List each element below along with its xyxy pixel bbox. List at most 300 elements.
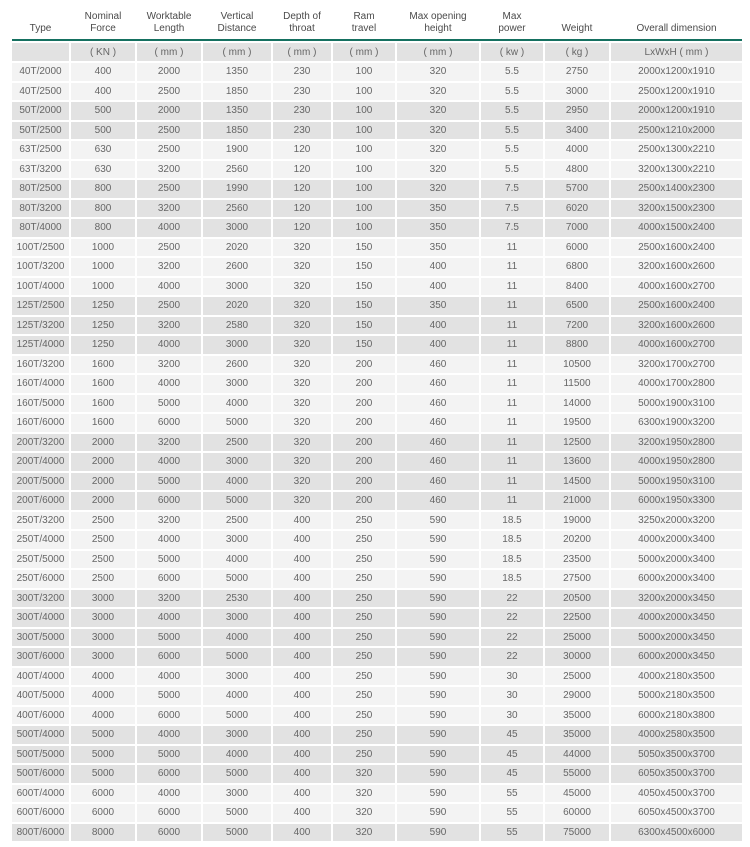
cell-max-opening-height: 320 bbox=[397, 102, 479, 120]
cell-ram-travel: 100 bbox=[333, 141, 395, 159]
cell-ram-travel: 150 bbox=[333, 278, 395, 296]
cell-worktable-length: 2500 bbox=[137, 141, 201, 159]
cell-weight: 6020 bbox=[545, 200, 609, 218]
cell-type: 400T/6000 bbox=[12, 707, 69, 725]
cell-ram-travel: 200 bbox=[333, 434, 395, 452]
column-header-ram-travel: Ram travel bbox=[333, 5, 395, 37]
cell-worktable-length: 5000 bbox=[137, 551, 201, 569]
cell-worktable-length: 6000 bbox=[137, 492, 201, 510]
cell-nominal-force: 1600 bbox=[71, 375, 135, 393]
cell-worktable-length: 6000 bbox=[137, 707, 201, 725]
cell-depth-of-throat: 120 bbox=[273, 161, 331, 179]
cell-vertical-distance: 5000 bbox=[203, 707, 271, 725]
cell-max-opening-height: 590 bbox=[397, 707, 479, 725]
cell-worktable-length: 3200 bbox=[137, 356, 201, 374]
cell-ram-travel: 250 bbox=[333, 746, 395, 764]
cell-nominal-force: 2500 bbox=[71, 512, 135, 530]
cell-vertical-distance: 2600 bbox=[203, 356, 271, 374]
cell-type: 160T/5000 bbox=[12, 395, 69, 413]
cell-max-opening-height: 460 bbox=[397, 395, 479, 413]
cell-weight: 75000 bbox=[545, 824, 609, 842]
cell-ram-travel: 150 bbox=[333, 317, 395, 335]
cell-weight: 35000 bbox=[545, 726, 609, 744]
cell-overall-dimension: 4000x1950x2800 bbox=[611, 453, 742, 471]
cell-ram-travel: 200 bbox=[333, 395, 395, 413]
cell-vertical-distance: 3000 bbox=[203, 336, 271, 354]
cell-type: 500T/5000 bbox=[12, 746, 69, 764]
cell-max-power: 5.5 bbox=[481, 83, 543, 101]
cell-vertical-distance: 2500 bbox=[203, 434, 271, 452]
cell-overall-dimension: 5000x1900x3100 bbox=[611, 395, 742, 413]
cell-ram-travel: 250 bbox=[333, 726, 395, 744]
cell-max-opening-height: 590 bbox=[397, 746, 479, 764]
cell-vertical-distance: 2530 bbox=[203, 590, 271, 608]
cell-vertical-distance: 5000 bbox=[203, 570, 271, 588]
cell-max-opening-height: 460 bbox=[397, 356, 479, 374]
cell-depth-of-throat: 400 bbox=[273, 570, 331, 588]
cell-ram-travel: 100 bbox=[333, 102, 395, 120]
cell-worktable-length: 4000 bbox=[137, 336, 201, 354]
cell-vertical-distance: 2560 bbox=[203, 161, 271, 179]
cell-type: 63T/3200 bbox=[12, 161, 69, 179]
cell-max-power: 55 bbox=[481, 804, 543, 822]
cell-depth-of-throat: 230 bbox=[273, 63, 331, 81]
cell-max-opening-height: 590 bbox=[397, 590, 479, 608]
cell-vertical-distance: 4000 bbox=[203, 551, 271, 569]
cell-max-power: 7.5 bbox=[481, 219, 543, 237]
cell-overall-dimension: 6000x2000x3400 bbox=[611, 570, 742, 588]
cell-nominal-force: 6000 bbox=[71, 804, 135, 822]
cell-max-opening-height: 320 bbox=[397, 141, 479, 159]
cell-nominal-force: 2000 bbox=[71, 434, 135, 452]
cell-overall-dimension: 3250x2000x3200 bbox=[611, 512, 742, 530]
cell-max-opening-height: 320 bbox=[397, 122, 479, 140]
cell-vertical-distance: 2500 bbox=[203, 512, 271, 530]
cell-depth-of-throat: 400 bbox=[273, 687, 331, 705]
cell-max-power: 11 bbox=[481, 336, 543, 354]
cell-nominal-force: 5000 bbox=[71, 746, 135, 764]
cell-max-power: 5.5 bbox=[481, 63, 543, 81]
cell-worktable-length: 2500 bbox=[137, 180, 201, 198]
cell-depth-of-throat: 320 bbox=[273, 317, 331, 335]
cell-max-opening-height: 590 bbox=[397, 648, 479, 666]
cell-weight: 8800 bbox=[545, 336, 609, 354]
cell-max-power: 18.5 bbox=[481, 570, 543, 588]
cell-depth-of-throat: 400 bbox=[273, 512, 331, 530]
cell-ram-travel: 100 bbox=[333, 63, 395, 81]
cell-nominal-force: 500 bbox=[71, 102, 135, 120]
cell-type: 125T/3200 bbox=[12, 317, 69, 335]
cell-max-power: 11 bbox=[481, 453, 543, 471]
cell-max-power: 45 bbox=[481, 746, 543, 764]
cell-nominal-force: 800 bbox=[71, 219, 135, 237]
cell-ram-travel: 100 bbox=[333, 161, 395, 179]
cell-type: 40T/2500 bbox=[12, 83, 69, 101]
cell-weight: 6800 bbox=[545, 258, 609, 276]
cell-overall-dimension: 4000x1600x2700 bbox=[611, 278, 742, 296]
cell-worktable-length: 3200 bbox=[137, 590, 201, 608]
cell-max-power: 30 bbox=[481, 707, 543, 725]
cell-ram-travel: 200 bbox=[333, 453, 395, 471]
cell-max-power: 11 bbox=[481, 239, 543, 257]
cell-max-power: 18.5 bbox=[481, 512, 543, 530]
cell-max-opening-height: 400 bbox=[397, 258, 479, 276]
cell-type: 400T/5000 bbox=[12, 687, 69, 705]
cell-max-opening-height: 320 bbox=[397, 83, 479, 101]
cell-ram-travel: 250 bbox=[333, 609, 395, 627]
cell-worktable-length: 2500 bbox=[137, 297, 201, 315]
cell-weight: 30000 bbox=[545, 648, 609, 666]
column-header-depth-of-throat: Depth of throat bbox=[273, 5, 331, 37]
cell-worktable-length: 2500 bbox=[137, 83, 201, 101]
cell-ram-travel: 150 bbox=[333, 336, 395, 354]
column-unit-depth-of-throat: ( mm ) bbox=[273, 43, 331, 61]
cell-vertical-distance: 3000 bbox=[203, 278, 271, 296]
cell-depth-of-throat: 400 bbox=[273, 648, 331, 666]
cell-type: 100T/3200 bbox=[12, 258, 69, 276]
cell-type: 200T/4000 bbox=[12, 453, 69, 471]
column-unit-max-opening-height: ( mm ) bbox=[397, 43, 479, 61]
cell-ram-travel: 320 bbox=[333, 824, 395, 842]
cell-worktable-length: 2000 bbox=[137, 63, 201, 81]
cell-ram-travel: 250 bbox=[333, 629, 395, 647]
cell-vertical-distance: 5000 bbox=[203, 414, 271, 432]
column-unit-worktable-length: ( mm ) bbox=[137, 43, 201, 61]
cell-max-power: 22 bbox=[481, 609, 543, 627]
cell-overall-dimension: 2500x1200x1910 bbox=[611, 83, 742, 101]
cell-max-opening-height: 590 bbox=[397, 726, 479, 744]
cell-overall-dimension: 2500x1210x2000 bbox=[611, 122, 742, 140]
cell-worktable-length: 2000 bbox=[137, 102, 201, 120]
cell-type: 250T/4000 bbox=[12, 531, 69, 549]
cell-nominal-force: 1250 bbox=[71, 317, 135, 335]
cell-worktable-length: 6000 bbox=[137, 570, 201, 588]
cell-worktable-length: 3200 bbox=[137, 434, 201, 452]
cell-vertical-distance: 2580 bbox=[203, 317, 271, 335]
cell-type: 50T/2000 bbox=[12, 102, 69, 120]
cell-ram-travel: 150 bbox=[333, 239, 395, 257]
cell-max-power: 11 bbox=[481, 356, 543, 374]
cell-worktable-length: 4000 bbox=[137, 278, 201, 296]
cell-type: 250T/3200 bbox=[12, 512, 69, 530]
cell-ram-travel: 250 bbox=[333, 590, 395, 608]
cell-depth-of-throat: 320 bbox=[273, 453, 331, 471]
cell-nominal-force: 1250 bbox=[71, 297, 135, 315]
cell-ram-travel: 250 bbox=[333, 570, 395, 588]
cell-max-power: 22 bbox=[481, 590, 543, 608]
cell-vertical-distance: 5000 bbox=[203, 765, 271, 783]
cell-depth-of-throat: 400 bbox=[273, 707, 331, 725]
cell-max-power: 22 bbox=[481, 629, 543, 647]
cell-overall-dimension: 6300x4500x6000 bbox=[611, 824, 742, 842]
cell-worktable-length: 3200 bbox=[137, 200, 201, 218]
cell-type: 250T/5000 bbox=[12, 551, 69, 569]
cell-worktable-length: 4000 bbox=[137, 726, 201, 744]
cell-vertical-distance: 2560 bbox=[203, 200, 271, 218]
cell-type: 200T/6000 bbox=[12, 492, 69, 510]
cell-nominal-force: 4000 bbox=[71, 668, 135, 686]
cell-nominal-force: 630 bbox=[71, 161, 135, 179]
cell-type: 500T/6000 bbox=[12, 765, 69, 783]
cell-max-power: 7.5 bbox=[481, 200, 543, 218]
cell-worktable-length: 6000 bbox=[137, 824, 201, 842]
spec-table bbox=[12, 5, 742, 841]
cell-weight: 23500 bbox=[545, 551, 609, 569]
cell-nominal-force: 1000 bbox=[71, 239, 135, 257]
cell-vertical-distance: 2020 bbox=[203, 297, 271, 315]
cell-ram-travel: 200 bbox=[333, 473, 395, 491]
cell-weight: 19500 bbox=[545, 414, 609, 432]
cell-worktable-length: 5000 bbox=[137, 746, 201, 764]
cell-worktable-length: 4000 bbox=[137, 609, 201, 627]
cell-ram-travel: 100 bbox=[333, 122, 395, 140]
cell-max-power: 7.5 bbox=[481, 180, 543, 198]
cell-type: 100T/4000 bbox=[12, 278, 69, 296]
cell-ram-travel: 250 bbox=[333, 648, 395, 666]
cell-ram-travel: 100 bbox=[333, 200, 395, 218]
cell-weight: 4000 bbox=[545, 141, 609, 159]
cell-vertical-distance: 3000 bbox=[203, 219, 271, 237]
cell-overall-dimension: 3200x1300x2210 bbox=[611, 161, 742, 179]
cell-depth-of-throat: 320 bbox=[273, 473, 331, 491]
cell-depth-of-throat: 320 bbox=[273, 258, 331, 276]
cell-overall-dimension: 5050x3500x3700 bbox=[611, 746, 742, 764]
cell-nominal-force: 2500 bbox=[71, 570, 135, 588]
cell-worktable-length: 2500 bbox=[137, 122, 201, 140]
cell-overall-dimension: 2500x1400x2300 bbox=[611, 180, 742, 198]
cell-weight: 3400 bbox=[545, 122, 609, 140]
cell-ram-travel: 250 bbox=[333, 512, 395, 530]
cell-depth-of-throat: 400 bbox=[273, 785, 331, 803]
cell-vertical-distance: 4000 bbox=[203, 746, 271, 764]
cell-depth-of-throat: 120 bbox=[273, 141, 331, 159]
column-unit-type bbox=[12, 43, 69, 61]
cell-max-power: 55 bbox=[481, 785, 543, 803]
cell-nominal-force: 630 bbox=[71, 141, 135, 159]
cell-vertical-distance: 3000 bbox=[203, 453, 271, 471]
cell-max-opening-height: 590 bbox=[397, 804, 479, 822]
cell-worktable-length: 5000 bbox=[137, 473, 201, 491]
column-header-vertical-distance: Vertical Distance bbox=[203, 5, 271, 37]
cell-weight: 55000 bbox=[545, 765, 609, 783]
cell-weight: 14000 bbox=[545, 395, 609, 413]
column-header-overall-dimension: Overall dimension bbox=[611, 5, 742, 37]
cell-weight: 4800 bbox=[545, 161, 609, 179]
cell-weight: 7200 bbox=[545, 317, 609, 335]
cell-max-power: 55 bbox=[481, 824, 543, 842]
cell-worktable-length: 6000 bbox=[137, 804, 201, 822]
cell-depth-of-throat: 320 bbox=[273, 278, 331, 296]
cell-vertical-distance: 3000 bbox=[203, 609, 271, 627]
cell-weight: 13600 bbox=[545, 453, 609, 471]
cell-overall-dimension: 5000x2000x3450 bbox=[611, 629, 742, 647]
cell-max-power: 45 bbox=[481, 765, 543, 783]
cell-depth-of-throat: 400 bbox=[273, 824, 331, 842]
cell-vertical-distance: 3000 bbox=[203, 726, 271, 744]
cell-type: 300T/3200 bbox=[12, 590, 69, 608]
cell-max-opening-height: 460 bbox=[397, 492, 479, 510]
cell-type: 300T/5000 bbox=[12, 629, 69, 647]
cell-depth-of-throat: 400 bbox=[273, 590, 331, 608]
cell-weight: 22500 bbox=[545, 609, 609, 627]
cell-max-power: 11 bbox=[481, 317, 543, 335]
cell-worktable-length: 5000 bbox=[137, 395, 201, 413]
cell-depth-of-throat: 230 bbox=[273, 83, 331, 101]
cell-ram-travel: 320 bbox=[333, 804, 395, 822]
cell-max-opening-height: 590 bbox=[397, 609, 479, 627]
cell-depth-of-throat: 400 bbox=[273, 609, 331, 627]
cell-max-opening-height: 460 bbox=[397, 414, 479, 432]
cell-weight: 27500 bbox=[545, 570, 609, 588]
cell-weight: 5700 bbox=[545, 180, 609, 198]
cell-overall-dimension: 6000x2180x3800 bbox=[611, 707, 742, 725]
cell-nominal-force: 2500 bbox=[71, 531, 135, 549]
cell-max-power: 5.5 bbox=[481, 122, 543, 140]
cell-ram-travel: 320 bbox=[333, 785, 395, 803]
cell-depth-of-throat: 320 bbox=[273, 336, 331, 354]
cell-max-opening-height: 320 bbox=[397, 161, 479, 179]
cell-overall-dimension: 4000x2000x3450 bbox=[611, 609, 742, 627]
cell-max-power: 11 bbox=[481, 473, 543, 491]
cell-depth-of-throat: 230 bbox=[273, 122, 331, 140]
column-header-nominal-force: Nominal Force bbox=[71, 5, 135, 37]
cell-worktable-length: 3200 bbox=[137, 258, 201, 276]
cell-nominal-force: 2000 bbox=[71, 453, 135, 471]
cell-overall-dimension: 5000x2000x3400 bbox=[611, 551, 742, 569]
cell-depth-of-throat: 400 bbox=[273, 531, 331, 549]
cell-overall-dimension: 4000x2000x3400 bbox=[611, 531, 742, 549]
cell-vertical-distance: 1990 bbox=[203, 180, 271, 198]
column-unit-overall-dimension: LxWxH ( mm ) bbox=[611, 43, 742, 61]
cell-worktable-length: 3200 bbox=[137, 161, 201, 179]
cell-max-power: 11 bbox=[481, 278, 543, 296]
cell-max-opening-height: 400 bbox=[397, 336, 479, 354]
cell-weight: 25000 bbox=[545, 668, 609, 686]
cell-ram-travel: 250 bbox=[333, 551, 395, 569]
cell-nominal-force: 5000 bbox=[71, 765, 135, 783]
cell-depth-of-throat: 400 bbox=[273, 668, 331, 686]
cell-weight: 19000 bbox=[545, 512, 609, 530]
header-rule bbox=[12, 39, 742, 41]
cell-type: 600T/4000 bbox=[12, 785, 69, 803]
cell-weight: 21000 bbox=[545, 492, 609, 510]
cell-max-power: 11 bbox=[481, 492, 543, 510]
cell-overall-dimension: 5000x1950x3100 bbox=[611, 473, 742, 491]
cell-max-power: 45 bbox=[481, 726, 543, 744]
cell-type: 500T/4000 bbox=[12, 726, 69, 744]
cell-ram-travel: 250 bbox=[333, 668, 395, 686]
cell-depth-of-throat: 120 bbox=[273, 200, 331, 218]
cell-max-opening-height: 460 bbox=[397, 453, 479, 471]
cell-weight: 12500 bbox=[545, 434, 609, 452]
cell-max-opening-height: 590 bbox=[397, 687, 479, 705]
cell-worktable-length: 6000 bbox=[137, 765, 201, 783]
cell-depth-of-throat: 400 bbox=[273, 629, 331, 647]
column-unit-nominal-force: ( KN ) bbox=[71, 43, 135, 61]
cell-worktable-length: 4000 bbox=[137, 453, 201, 471]
cell-vertical-distance: 1850 bbox=[203, 83, 271, 101]
column-header-type: Type bbox=[12, 5, 69, 37]
cell-nominal-force: 3000 bbox=[71, 648, 135, 666]
cell-max-power: 11 bbox=[481, 258, 543, 276]
cell-ram-travel: 200 bbox=[333, 356, 395, 374]
cell-depth-of-throat: 320 bbox=[273, 434, 331, 452]
cell-max-power: 30 bbox=[481, 668, 543, 686]
cell-depth-of-throat: 400 bbox=[273, 551, 331, 569]
cell-max-power: 30 bbox=[481, 687, 543, 705]
cell-type: 80T/2500 bbox=[12, 180, 69, 198]
cell-max-opening-height: 590 bbox=[397, 570, 479, 588]
cell-overall-dimension: 6050x4500x3700 bbox=[611, 804, 742, 822]
cell-type: 200T/3200 bbox=[12, 434, 69, 452]
column-header-weight: Weight bbox=[545, 5, 609, 37]
cell-max-opening-height: 350 bbox=[397, 297, 479, 315]
cell-ram-travel: 250 bbox=[333, 531, 395, 549]
cell-max-opening-height: 590 bbox=[397, 668, 479, 686]
cell-ram-travel: 150 bbox=[333, 297, 395, 315]
cell-type: 300T/4000 bbox=[12, 609, 69, 627]
cell-overall-dimension: 3200x1700x2700 bbox=[611, 356, 742, 374]
cell-max-power: 11 bbox=[481, 375, 543, 393]
cell-vertical-distance: 3000 bbox=[203, 531, 271, 549]
cell-vertical-distance: 3000 bbox=[203, 375, 271, 393]
cell-vertical-distance: 4000 bbox=[203, 473, 271, 491]
cell-type: 80T/3200 bbox=[12, 200, 69, 218]
cell-overall-dimension: 6000x2000x3450 bbox=[611, 648, 742, 666]
cell-nominal-force: 1250 bbox=[71, 336, 135, 354]
cell-max-opening-height: 590 bbox=[397, 551, 479, 569]
cell-weight: 20500 bbox=[545, 590, 609, 608]
cell-overall-dimension: 2000x1200x1910 bbox=[611, 63, 742, 81]
cell-vertical-distance: 1350 bbox=[203, 63, 271, 81]
cell-type: 250T/6000 bbox=[12, 570, 69, 588]
cell-overall-dimension: 4000x1600x2700 bbox=[611, 336, 742, 354]
cell-weight: 25000 bbox=[545, 629, 609, 647]
cell-type: 160T/6000 bbox=[12, 414, 69, 432]
cell-worktable-length: 4000 bbox=[137, 219, 201, 237]
cell-type: 50T/2500 bbox=[12, 122, 69, 140]
cell-type: 160T/4000 bbox=[12, 375, 69, 393]
cell-ram-travel: 200 bbox=[333, 414, 395, 432]
cell-depth-of-throat: 120 bbox=[273, 180, 331, 198]
cell-max-opening-height: 400 bbox=[397, 317, 479, 335]
cell-max-opening-height: 350 bbox=[397, 239, 479, 257]
cell-worktable-length: 5000 bbox=[137, 629, 201, 647]
cell-depth-of-throat: 320 bbox=[273, 239, 331, 257]
cell-type: 125T/4000 bbox=[12, 336, 69, 354]
cell-nominal-force: 1000 bbox=[71, 278, 135, 296]
column-unit-max-power: ( kw ) bbox=[481, 43, 543, 61]
cell-worktable-length: 5000 bbox=[137, 687, 201, 705]
column-header-max-opening-height: Max opening height bbox=[397, 5, 479, 37]
cell-nominal-force: 4000 bbox=[71, 707, 135, 725]
cell-nominal-force: 3000 bbox=[71, 629, 135, 647]
cell-overall-dimension: 3200x1950x2800 bbox=[611, 434, 742, 452]
cell-max-opening-height: 460 bbox=[397, 375, 479, 393]
cell-worktable-length: 6000 bbox=[137, 648, 201, 666]
cell-nominal-force: 3000 bbox=[71, 590, 135, 608]
cell-max-opening-height: 590 bbox=[397, 629, 479, 647]
cell-weight: 11500 bbox=[545, 375, 609, 393]
cell-weight: 35000 bbox=[545, 707, 609, 725]
cell-overall-dimension: 4000x1700x2800 bbox=[611, 375, 742, 393]
cell-nominal-force: 4000 bbox=[71, 687, 135, 705]
cell-weight: 29000 bbox=[545, 687, 609, 705]
cell-overall-dimension: 5000x2180x3500 bbox=[611, 687, 742, 705]
cell-depth-of-throat: 120 bbox=[273, 219, 331, 237]
cell-max-opening-height: 350 bbox=[397, 219, 479, 237]
cell-weight: 60000 bbox=[545, 804, 609, 822]
